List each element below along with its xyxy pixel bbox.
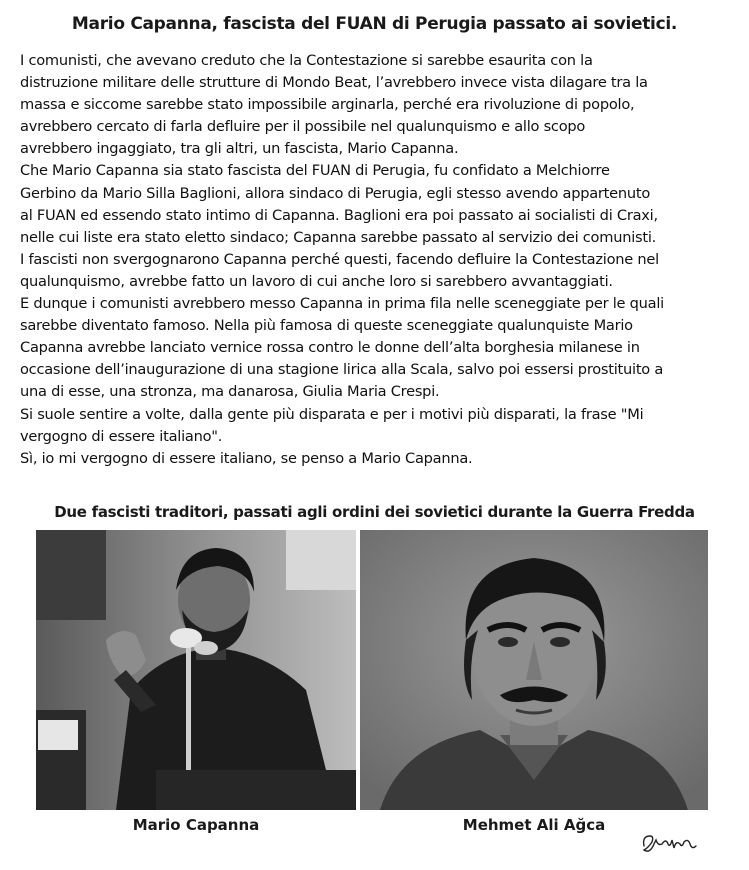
article-line: nelle cui liste era stato eletto sindaco; Capanna sarebbe passato al servizio dei comunisti.: [20, 228, 657, 246]
page-title: Mario Capanna, fascista del FUAN di Perugia passato ai sovietici.: [71, 14, 678, 34]
article-line: Capanna avrebbe lanciato vernice rossa contro le donne dell’alta borghesia milanese in: [20, 339, 640, 357]
article-line: Si suole sentire a volte, dalla gente più disparata e per i motivi più disparati, la frase "Mi: [20, 405, 644, 423]
article-line: Sì, io mi vergogno di essere italiano, se penso a Mario Capanna.: [20, 449, 473, 467]
article-line: I comunisti, che avevano creduto che la Contestazione si sarebbe esaurita con la: [20, 52, 593, 69]
article-line: vergogno di essere italiano".: [20, 427, 223, 445]
article-line: sarebbe diventato famoso. Nella più famosa di queste sceneggiate qualunquiste Mario: [20, 317, 633, 335]
article-text: [20, 50, 742, 470]
article-line: distruzione militare delle strutture di Mondo Beat, l’avrebbero invece vista dilagare tra la: [20, 74, 648, 92]
article-line: E dunque i comunisti avrebbero messo Capanna in prima fila nelle sceneggiate per le quali: [20, 295, 664, 313]
photo-caption: Mario Capanna: [132, 816, 260, 834]
article-line: al FUAN ed essendo stato intimo di Capanna. Baglioni era poi passato ai socialisti di Craxi,: [20, 206, 658, 224]
article-line: avrebbero ingaggiato, tra gli altri, un fascista, Mario Capanna.: [20, 140, 459, 158]
article-line: Che Mario Capanna sia stato fascista del FUAN di Perugia, fu confidato a Melchiorre: [20, 162, 610, 180]
article-line: avrebbero cercato di farla defluire per il possibile nel qualunquismo e allo scopo: [20, 118, 586, 136]
photo-caption: Mehmet Ali Ağca: [462, 816, 606, 834]
article-line: occasione dell’inaugurazione di una stagione lirica alla Scala, salvo poi essersi prostituito a: [20, 361, 664, 379]
photo-mehmet-ali-agca: [360, 530, 708, 810]
article-line: I fascisti non svergognarono Capanna perché questi, facendo defluire la Contestazione nel: [20, 250, 659, 268]
signature: [640, 828, 700, 858]
article-line: qualunquismo, avrebbe fatto un lavoro di cui anche loro si sarebbero avvantaggiati.: [20, 272, 613, 290]
photo-mario-capanna: [36, 530, 356, 810]
article-line: una di esse, una stronza, ma danarosa, Giulia Maria Crespi.: [20, 383, 440, 401]
article-line: massa e siccome sarebbe stato impossibile arginarla, perché era rivoluzione di popolo,: [20, 96, 635, 114]
article-line: Gerbino da Mario Silla Baglioni, allora sindaco di Perugia, egli stesso avendo appartenuto: [20, 184, 651, 202]
gallery-subtitle: Due fascisti traditori, passati agli ordini dei sovietici durante la Guerra Fredda: [54, 503, 695, 521]
